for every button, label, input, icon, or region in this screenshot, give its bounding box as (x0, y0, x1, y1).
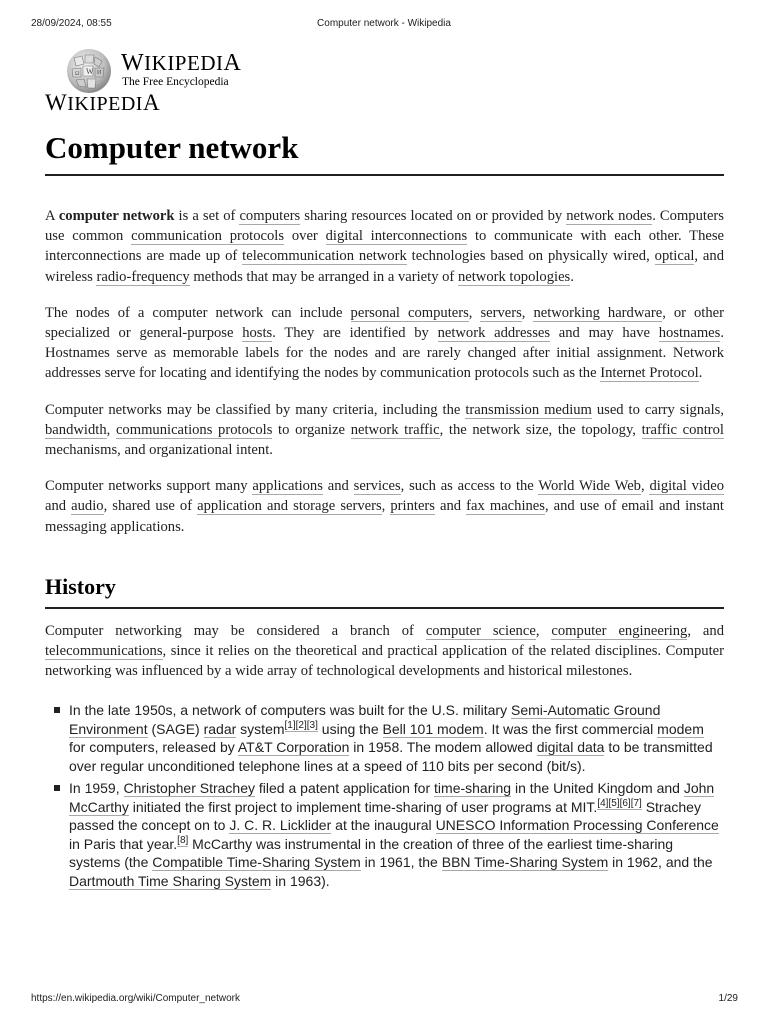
wiki-link[interactable]: time-sharing (434, 780, 512, 797)
wiki-link[interactable]: network topologies (457, 268, 571, 285)
citation-link[interactable]: [5] (608, 798, 620, 810)
wiki-link[interactable]: bandwidth (45, 421, 107, 438)
article-paragraph: The nodes of a computer network can include personal computers, servers, networking hardware, or other specialized or general-purpose hosts. They are identified by network addresses and may have hostnames. Hostnames serve as memorable labels for the nodes and are rarely changed after initial assignment. Network addresses serve for locating and identifying the nodes by communication protocols such as the Internet Protocol. (45, 304, 725, 382)
article-content (45, 128, 724, 894)
wiki-link[interactable]: telecommunications (45, 643, 163, 660)
site-wordmark: WIKIPEDIA (45, 90, 161, 115)
logo-wordmark: WIKIPEDIA (121, 50, 242, 76)
wiki-link[interactable]: J. C. R. Licklider (229, 817, 332, 834)
print-datetime: 28/09/2024, 08:55 (31, 18, 112, 29)
wiki-link[interactable]: transmission medium (465, 401, 592, 418)
wiki-link[interactable]: network traffic (350, 421, 440, 438)
wiki-link[interactable]: UNESCO Information Processing Conference (435, 817, 719, 834)
citation (597, 798, 608, 810)
article-paragraph: Computer networks support many applications and services, such as access to the World Wide Web, digital video and audio, shared use of application and storage servers, printers and fax machines, and use of email and instant messaging applications. (45, 478, 725, 535)
wiki-link[interactable]: network addresses (437, 325, 551, 342)
wiki-link[interactable]: application and storage servers (197, 498, 382, 515)
section-heading-history: History (45, 573, 724, 609)
wiki-link[interactable]: applications (252, 478, 323, 495)
citation-link[interactable]: [2] (295, 720, 307, 732)
wiki-link[interactable]: John McCarthy (69, 780, 715, 815)
article-title: Computer network (45, 128, 724, 176)
citation (285, 720, 296, 732)
wiki-link[interactable]: BBN Time-Sharing System (441, 854, 609, 871)
article-paragraph: A computer network is a set of computers sharing resources located on or provided by network nodes. Computers use common communication protocols over digital interconnections to communicate with each other. These interconnections are made up of telecommunication network technologies based on physically wired, optical, and wireless radio-frequency methods that may be arranged in a variety of network topologies. (45, 208, 725, 285)
wiki-link[interactable]: fax machines (466, 498, 545, 515)
list-item: In 1959, Christopher Strachey filed a patent application for time-sharing in the United Kingdom and John McCarthy initiated the first project to implement time-sharing of user programs at MIT.[4][5][6][7] Strachey passed the concept on to J. C. R. Licklider at the inaugural UNESCO Information Processing Conference in Paris that year.[8] McCarthy was instrumental in the creation of three of the earliest time-sharing systems (the Compatible Time-Sharing System in 1961, the BBN Time-Sharing System in 1962, and the Dartmouth Time Sharing System in 1963). (69, 779, 724, 890)
wiki-link[interactable]: network nodes (566, 208, 653, 224)
wiki-link[interactable]: services (353, 478, 401, 495)
print-url: https://en.wikipedia.org/wiki/Computer_network (31, 993, 240, 1004)
wiki-link[interactable]: printers (390, 498, 435, 515)
bold-term: computer network (58, 208, 175, 224)
wiki-link[interactable]: digital data (536, 739, 605, 756)
wiki-link[interactable]: hosts (242, 325, 273, 342)
svg-text:W: W (86, 67, 94, 76)
wiki-link[interactable]: traffic control (641, 421, 724, 438)
citation (296, 720, 307, 732)
wiki-link[interactable]: digital interconnections (325, 228, 468, 245)
citation (608, 798, 619, 810)
wiki-link[interactable]: computers (239, 208, 301, 224)
wiki-link[interactable]: communications protocols (115, 421, 273, 438)
list-item: In the late 1950s, a network of computers was built for the U.S. military Semi-Automatic Ground Environment (SAGE) radar system[1][2][3] using the Bell 101 modem. It was the first commercial modem for computers, released by AT&T Corporation in 1958. The modem allowed digital data to be transmitted over regular unconditioned telephone lines at a speed of 110 bits per second (bit/s). (69, 701, 724, 775)
wiki-link[interactable]: modem (657, 720, 704, 737)
print-footer (0, 993, 768, 1009)
history-paragraph: Computer networking may be considered a branch of computer science, computer engineering, and telecommunications, since it relies on the theoretical and practical application of the related disciplines. Computer networking was influenced by a wide array of technological developments and historical milestones. (45, 622, 725, 680)
wiki-link[interactable]: computer science (425, 622, 536, 639)
citation (631, 798, 642, 810)
wiki-link[interactable]: Christopher Strachey (123, 780, 256, 797)
svg-text:Ω: Ω (75, 71, 80, 77)
wiki-link[interactable]: digital video (649, 478, 725, 495)
citation (307, 720, 318, 732)
wiki-link[interactable]: optical (654, 248, 695, 265)
citation-link[interactable]: [8] (177, 835, 189, 847)
wiki-link[interactable]: Compatible Time-Sharing System (152, 854, 361, 871)
wiki-link[interactable]: servers (480, 304, 522, 321)
wiki-link[interactable]: World Wide Web (538, 478, 641, 495)
citation (177, 835, 188, 847)
wiki-link[interactable]: networking hardware (533, 304, 663, 321)
wikipedia-logo[interactable] (64, 46, 264, 96)
wiki-link[interactable]: communication protocols (131, 228, 285, 245)
svg-text:И: И (97, 70, 102, 76)
wiki-link[interactable]: Dartmouth Time Sharing System (69, 872, 272, 889)
wiki-link[interactable]: radar (203, 720, 237, 737)
wikipedia-globe-icon (64, 46, 114, 96)
print-page-title: Computer network - Wikipedia (317, 18, 451, 29)
wiki-link[interactable]: Semi-Automatic Ground Environment (69, 702, 661, 737)
citation-link[interactable]: [7] (630, 798, 642, 810)
citation (620, 798, 631, 810)
citation-link[interactable]: [4] (597, 798, 609, 810)
logo-tagline: The Free Encyclopedia (122, 76, 229, 88)
wiki-link[interactable]: radio-frequency (96, 268, 190, 285)
print-header (0, 18, 768, 34)
wiki-link[interactable]: audio (71, 498, 104, 515)
citation-link[interactable]: [1] (284, 720, 296, 732)
article-paragraph: Computer networks may be classified by many criteria, including the transmission medium used to carry signals, bandwidth, communications protocols to organize network traffic, the network size, the topology, traffic control mechanisms, and organizational intent. (45, 401, 724, 459)
wiki-link[interactable]: Bell 101 modem (382, 720, 484, 737)
wiki-link[interactable]: computer engineering (551, 622, 688, 639)
citation-link[interactable]: [3] (306, 720, 318, 732)
wiki-link[interactable]: telecommunication network (242, 248, 407, 265)
history-list (45, 701, 724, 890)
wiki-link[interactable]: AT&T Corporation (237, 739, 350, 756)
wiki-link[interactable]: Internet Protocol (600, 365, 699, 382)
citation-link[interactable]: [6] (619, 798, 631, 810)
print-page-number: 1/29 (718, 993, 738, 1004)
wiki-link[interactable]: hostnames (658, 325, 721, 342)
wiki-link[interactable]: personal computers (350, 304, 469, 321)
